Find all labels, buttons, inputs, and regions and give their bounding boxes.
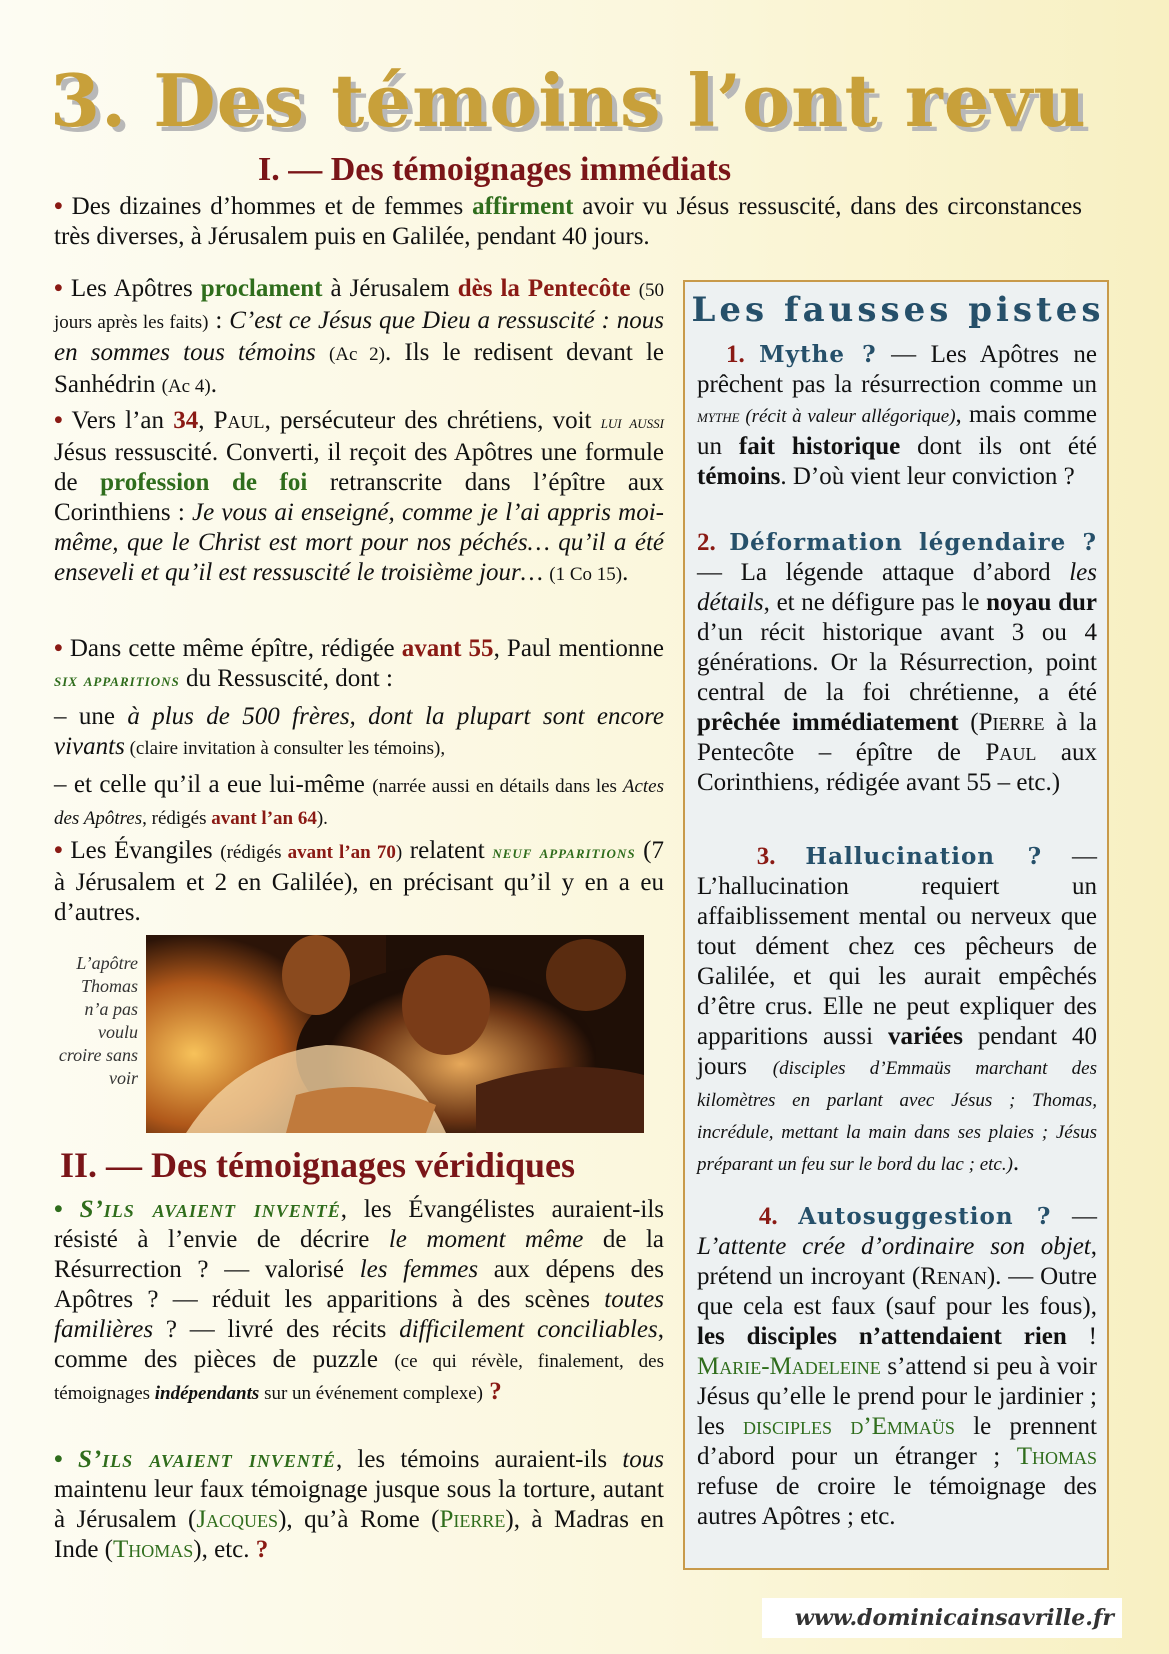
intro-paragraph: • Des dizaines d’hommes et de femmes affirment avoir vu Jésus ressuscité, dans des circonstances très diverses, à Jérusalem puis en Galilée, pendant 40 jours.: [54, 193, 1083, 250]
false-leads-box: [683, 280, 1109, 1570]
epistle-paragraph: • Dans cette même épître, rédigée avant 55, Paul mentionne six apparitions du Ressuscité, dont :: [54, 635, 664, 692]
invented-paragraph-2: • S’ils avaient inventé, les témoins auraient-ils tous maintenu leur faux témoignage jusque sous la torture, autant à Jérusalem (Jacques), qu’à Rome (Pierre), à Madras en Inde (Thomas), etc. ?: [54, 1446, 665, 1563]
apparition-500-paragraph: – une à plus de 500 frères, dont la plupart sont encore vivants (claire invitation à consulter les témoins),: [54, 703, 664, 760]
painting-image: [146, 935, 644, 1133]
website-footer[interactable]: www.dominicainsavrille.fr: [762, 1598, 1122, 1638]
page-title: 3. Des témoins l’ont revu: [50, 58, 1087, 143]
section1-heading: I. — Des témoignages immédiats: [258, 151, 732, 188]
false-lead-myth: 1. Mythe ? — Les Apôtres ne prêchent pas la résurrection comme un mythe (récit à valeur allégorique), mais comme un fait historique dont ils ont été témoins. D’où vient leur conviction ?: [697, 341, 1098, 490]
apparition-paul-paragraph: – et celle qu’il a eue lui-même (narrée aussi en détails dans les Actes des Apôtres, rédigés avant l’an 64).: [54, 771, 665, 829]
false-lead-autosuggestion: 4. Autosuggestion ? — L’attente crée d’ordinaire son objet, prétend un incroyant (Renan). — Outre que cela est faux (sauf pour les fous), les disciples n’attendaient rien ! Marie-Madeleine s’attend si peu à voir Jésus qu’elle le prend pour le jardinier ; les disciples d’Emmaüs le prennent d’abord pour un étranger ; Thomas refuse de croire le témoignage des autres Apôtres ; etc.: [697, 1203, 1098, 1530]
gospels-paragraph: • Les Évangiles (rédigés avant l’an 70) relatent neuf apparitions (7 à Jérusalem et 2 en Galilée), en précisant qu’il y en a eu d’autres.: [54, 837, 664, 926]
box-title: Les fausses pistes: [691, 290, 1105, 330]
paul-paragraph: • Vers l’an 34, Paul, persécuteur des chrétiens, voit lui aussi Jésus ressuscité. Converti, il reçoit des Apôtres une formule de profession de foi retranscrite dans l’épître aux Corinthiens : Je vous ai enseigné, comme je l’ai appris moi-même, que le Christ est mort pour nos péchés… qu’il a été enseveli et qu’il est ressuscité le troisième jour… (1 Co 15).: [54, 407, 665, 586]
false-lead-hallucination: 3. Hallucination ? — L’hallucination requiert un affaiblissement mental ou nerveux que tout dément chez ces pêcheurs de Galilée, et qui les aurait empêchés d’être crus. Elle ne peut expliquer des apparitions aussi variées pendant 40 jours (disciples d’Emmaüs marchant des kilomètres en parlant avec Jésus ; Thomas, incrédule, mettant la main dans ses plaies ; Jésus préparant un feu sur le bord du lac ; etc.).: [697, 843, 1098, 1176]
section2-heading: II. — Des témoignages véridiques: [60, 1145, 575, 1185]
painting-caption: L’apôtre Thomas n’a pas voulu croire sans voir: [58, 953, 138, 1088]
apostles-paragraph: • Les Apôtres proclament à Jérusalem dès la Pentecôte (50 jours après les faits) : C’est ce Jésus que Dieu a ressuscité : nous en sommes tous témoins (Ac 2). Ils le redisent devant le Sanhédrin (Ac 4).: [54, 275, 665, 398]
invented-paragraph-1: • S’ils avaient inventé, les Évangélistes auraient-ils résisté à l’envie de décrire le moment même de la Résurrection ? — valorisé les femmes aux dépens des Apôtres ? — réduit les apparitions à des scènes toutes familières ? — livré des récits difficilement conciliables, comme des pièces de puzzle (ce qui révèle, finalement, des témoignages indépendants sur un événement complexe) ?: [54, 1196, 665, 1405]
caravaggio-painting: [146, 935, 644, 1133]
false-lead-legend: 2. Déformation légendaire ? — La légende attaque d’abord les détails, et ne défigure pas le noyau dur d’un récit historique avant 3 ou 4 générations. Or la Résurrection, point central de la foi chrétienne, a été prêchée immédiatement (Pierre à la Pentecôte – épître de Paul aux Corinthiens, rédigée avant 55 – etc.): [697, 529, 1098, 796]
